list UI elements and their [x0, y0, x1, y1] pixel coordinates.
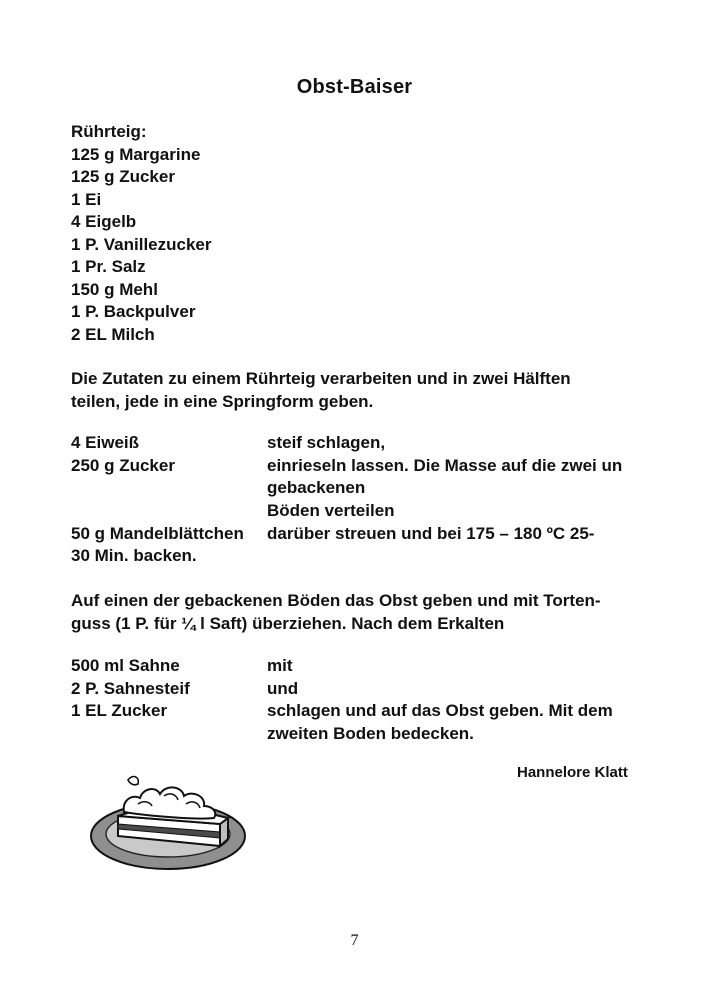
cake-slice-on-plate-icon [88, 766, 248, 872]
ingredient-item: 2 EL Milch [71, 324, 155, 344]
ingredient-item: 150 g Mehl [71, 279, 158, 299]
recipe-title: Obst-Baiser [296, 76, 413, 98]
meringue-step: darüber streuen und bei 175 – 180 ºC 25- [267, 524, 595, 543]
paragraph-line: Die Zutaten zu einem Rührteig verarbeiten und in zwei Hälften [71, 369, 571, 388]
meringue-ingredient: 30 Min. backen. [71, 546, 197, 565]
cream-step: und [267, 679, 299, 698]
meringue-ingredient: 250 g Zucker [71, 456, 175, 475]
ingredient-heading: Rührteig: [71, 122, 147, 141]
ingredient-item: 1 Pr. Salz [71, 257, 146, 276]
ingredient-item: 125 g Margarine [71, 144, 201, 164]
ingredient-list [71, 121, 212, 346]
meringue-step: Böden verteilen [267, 501, 395, 520]
ingredient-item: 125 g Zucker [71, 167, 175, 186]
cream-step: zweiten Boden bedecken. [267, 724, 474, 743]
meringue-step: einrieseln lassen. Die Masse auf die zwei un [267, 456, 623, 475]
cream-step: mit [267, 656, 293, 675]
page-number: 7 [350, 932, 359, 949]
meringue-ingredient: 50 g Mandelblättchen [71, 524, 244, 543]
cream-step: schlagen und auf das Obst geben. Mit dem [267, 701, 613, 720]
cream-ingredient: 1 EL Zucker [71, 701, 168, 720]
recipe-author: Hannelore Klatt [517, 764, 628, 781]
paragraph-line: teilen, jede in eine Springform geben. [71, 391, 374, 411]
cream-ingredient: 500 ml Sahne [71, 656, 180, 675]
meringue-ingredient: 4 Eiweiß [71, 433, 140, 452]
paragraph-line: Auf einen der gebackenen Böden das Obst geben und mit Torten- [71, 591, 601, 610]
instruction-paragraph-2 [71, 590, 661, 635]
ingredient-item: 1 P. Vanillezucker [71, 234, 212, 254]
ingredient-item: 4 Eigelb [71, 212, 137, 231]
ingredient-item: 1 Ei [71, 189, 102, 209]
instruction-paragraph-1 [71, 368, 661, 413]
paragraph-line: guss (1 P. für ¼ l Saft) überziehen. Nach dem Erkalten [71, 613, 505, 633]
cream-ingredient: 2 P. Sahnesteif [71, 679, 190, 698]
meringue-step: gebackenen [267, 478, 366, 497]
ingredient-item: 1 P. Backpulver [71, 302, 196, 321]
meringue-step: steif schlagen, [267, 433, 386, 452]
